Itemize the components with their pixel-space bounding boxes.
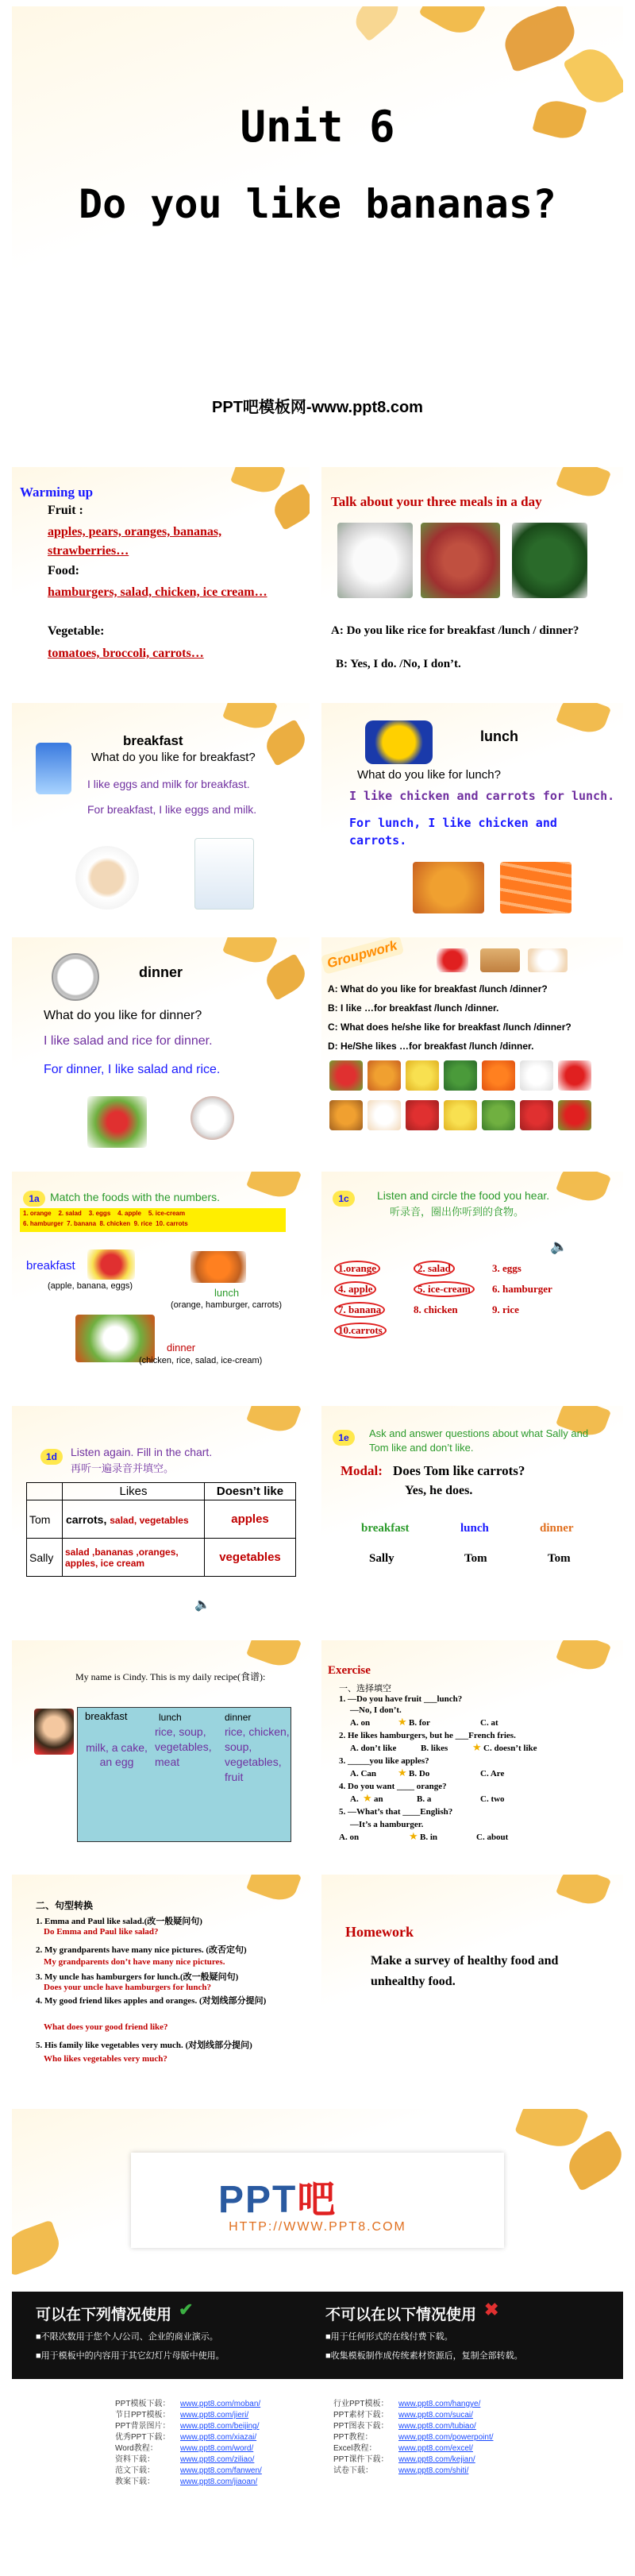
site-caption: PPT吧模板网-www.ppt8.com bbox=[212, 399, 423, 416]
promo-url[interactable]: HTTP://WWW.PPT8.COM bbox=[229, 2220, 406, 2234]
homework-text: Make a survey of healthy food and unhealthy food. bbox=[371, 1954, 559, 1988]
q1b: —No, I don’t. bbox=[350, 1705, 402, 1715]
fill-chart-slide bbox=[12, 1406, 310, 1628]
q4-option-b: B. a bbox=[417, 1794, 432, 1804]
can-title: 可以在下列情况使用 bbox=[36, 2307, 172, 2323]
milk-photo bbox=[194, 838, 254, 910]
link-label: PPT背景图片： bbox=[115, 2422, 171, 2431]
link-row bbox=[115, 2421, 321, 2432]
recipe-intro: My name is Cindy. This is my daily recipe(食谱): bbox=[75, 1671, 266, 1682]
dinner-word: dinner bbox=[167, 1342, 196, 1354]
q4-option-c: C. two bbox=[480, 1794, 505, 1804]
q4: 4. Do you want ____ orange? bbox=[339, 1782, 447, 1791]
badge-1e: 1e bbox=[333, 1430, 355, 1446]
speaker-icon[interactable]: 🔈 bbox=[194, 1598, 210, 1612]
sentence-transform-slide bbox=[12, 1875, 310, 2097]
food-label: Food: bbox=[48, 564, 79, 577]
breakfast-items: (apple, banana, eggs) bbox=[48, 1281, 133, 1291]
groupwork-line-1: A: What do you like for breakfast /lunch /dinner? bbox=[328, 983, 548, 994]
groupwork-slide bbox=[321, 937, 623, 1160]
link-row bbox=[115, 2477, 321, 2488]
links-left bbox=[115, 2399, 321, 2488]
breakfast-question: What do you like for breakfast? bbox=[91, 751, 256, 764]
link-url[interactable]: www.ppt8.com/sucai/ bbox=[398, 2411, 473, 2420]
homework-heading: Homework bbox=[345, 1924, 414, 1940]
lunch-items: (orange, hamburger, carrots) bbox=[171, 1300, 283, 1310]
dinner-items: (chicken, rice, salad, ice-cream) bbox=[139, 1356, 263, 1365]
rice-photo bbox=[337, 523, 413, 598]
lunch-answer-2: For lunch, I like chicken and carrots. bbox=[349, 816, 557, 848]
badge-1c: 1c bbox=[333, 1191, 355, 1207]
food-photo-14 bbox=[558, 1100, 591, 1130]
recipe-lunch-items: rice, soup, vegetables, meat bbox=[155, 1725, 212, 1768]
dinner-question: What do you like for dinner? bbox=[44, 1009, 202, 1022]
greens-photo bbox=[512, 523, 587, 598]
warming-up-heading: Warming up bbox=[20, 485, 94, 500]
dinner-label: dinner bbox=[139, 964, 183, 980]
transform-line-5: 5. His family like vegetables very much. (对划线部分提问) bbox=[36, 2041, 252, 2050]
breakfast-slide bbox=[12, 703, 310, 925]
food-items: hamburgers, salad, chicken, ice cream… bbox=[48, 585, 267, 599]
link-label: 优秀PPT下载： bbox=[115, 2433, 171, 2442]
link-row bbox=[333, 2466, 540, 2477]
col-dinner: dinner bbox=[540, 1522, 574, 1535]
check-icon: ✔ bbox=[179, 2300, 194, 2319]
food-photo-2 bbox=[368, 1060, 401, 1091]
link-row bbox=[333, 2454, 540, 2466]
food-option-1: 1.orange bbox=[334, 1261, 380, 1276]
link-url[interactable]: www.ppt8.com/powerpoint/ bbox=[398, 2433, 494, 2442]
food-option-7: 7. banana bbox=[334, 1302, 385, 1318]
link-row bbox=[115, 2410, 321, 2421]
sally-dislikes: vegetables bbox=[205, 1539, 296, 1577]
cannot-item-1: ■用于任何形式的在线付费下载。 bbox=[325, 2332, 453, 2342]
clock-photo bbox=[365, 720, 433, 764]
dinner-slide bbox=[12, 937, 310, 1160]
q1-option-b: B. for bbox=[409, 1718, 430, 1728]
link-label: PPT图表下载： bbox=[333, 2422, 389, 2431]
terms-box bbox=[12, 2292, 623, 2379]
q1-option-c: C. at bbox=[480, 1718, 498, 1728]
link-row bbox=[333, 2432, 540, 2443]
link-url[interactable]: www.ppt8.com/kejian/ bbox=[398, 2455, 475, 2464]
link-label: 试卷下载： bbox=[333, 2466, 373, 2475]
q2-option-c: C. doesn’t like bbox=[483, 1744, 537, 1753]
vegetable-label: Vegetable: bbox=[48, 624, 105, 638]
transform-answer-2: My grandparents don’t have many nice pictures. bbox=[44, 1957, 225, 1967]
egg-photo bbox=[75, 846, 139, 910]
link-row bbox=[333, 2443, 540, 2454]
q2-option-b: B. likes bbox=[421, 1744, 448, 1753]
link-row bbox=[333, 2399, 540, 2410]
col-lunch: lunch bbox=[460, 1522, 489, 1535]
breakfast-foods-photo bbox=[87, 1249, 135, 1280]
food-option-8: 8. chicken bbox=[414, 1303, 458, 1315]
q5: 5. —What’s that ____English? bbox=[339, 1807, 453, 1817]
tom-dislikes: apples bbox=[205, 1500, 296, 1539]
link-url[interactable]: www.ppt8.com/moban/ bbox=[180, 2400, 261, 2408]
link-row bbox=[333, 2410, 540, 2421]
exercise-slide bbox=[321, 1640, 623, 1863]
promo-logo-ppt: PPT bbox=[218, 2179, 298, 2221]
lunch-foods-photo bbox=[190, 1251, 246, 1283]
q4-option-a: A. bbox=[350, 1794, 359, 1804]
food-option-4: 4. apple bbox=[334, 1281, 376, 1297]
breakfast-answer-2: For breakfast, I like eggs and milk. bbox=[87, 803, 257, 816]
food-photo-7 bbox=[558, 1060, 591, 1091]
link-row bbox=[333, 2421, 540, 2432]
food-option-9: 9. rice bbox=[492, 1303, 519, 1315]
link-label: 节日PPT模板： bbox=[115, 2411, 171, 2420]
recipe-breakfast-items: milk, a cake, an egg bbox=[86, 1741, 148, 1768]
link-url[interactable]: www.ppt8.com/ziliao/ bbox=[180, 2455, 255, 2464]
breakfast-word: breakfast bbox=[26, 1259, 75, 1273]
link-url[interactable]: www.ppt8.com/jieri/ bbox=[180, 2411, 249, 2420]
breakfast-answer-1: I like eggs and milk for breakfast. bbox=[87, 778, 250, 790]
links-right bbox=[333, 2399, 540, 2477]
listen-heading-cn: 听录音，圈出你听到的食物。 bbox=[390, 1206, 525, 1218]
exercise-sub: 一、选择填空 bbox=[339, 1684, 391, 1694]
link-row bbox=[115, 2443, 321, 2454]
modal-label: Modal: bbox=[341, 1463, 383, 1478]
bread-photo bbox=[480, 948, 520, 972]
listen-heading: Listen and circle the food you hear. bbox=[377, 1189, 550, 1202]
link-row bbox=[115, 2454, 321, 2466]
match-heading: Match the foods with the numbers. bbox=[50, 1191, 220, 1203]
carrots-photo bbox=[500, 862, 572, 913]
promo-logo bbox=[218, 2169, 337, 2223]
transform-answer-1: Do Emma and Paul like salad? bbox=[44, 1927, 159, 1937]
likes-table bbox=[26, 1482, 296, 1577]
table-row bbox=[27, 1500, 296, 1539]
strawberry-photo bbox=[437, 948, 468, 972]
link-url[interactable]: www.ppt8.com/hangye/ bbox=[398, 2400, 481, 2408]
groupwork-line-3: C: What does he/she like for breakfast /lunch /dinner? bbox=[328, 1022, 572, 1033]
name-tom-1: Tom bbox=[464, 1552, 487, 1565]
groupwork-badge: Groupwork bbox=[321, 937, 404, 975]
q2: 2. He likes hamburgers, but he ___French fries. bbox=[339, 1731, 516, 1740]
number-row-2: 6. hamburger 7. banana 8. chicken 9. rice 10. carrots bbox=[23, 1220, 188, 1227]
star-icon: ★ bbox=[409, 1830, 418, 1842]
slide-subtitle: Do you like bananas? bbox=[78, 181, 557, 227]
col-breakfast: breakfast bbox=[361, 1522, 410, 1535]
chicken-photo bbox=[413, 862, 484, 913]
food-photo-1 bbox=[329, 1060, 363, 1091]
link-url[interactable]: www.ppt8.com/fanwen/ bbox=[180, 2466, 262, 2475]
meat-photo bbox=[421, 523, 500, 598]
q5b: —It’s a hamburger. bbox=[350, 1820, 424, 1829]
dinner-answer-1: I like salad and rice for dinner. bbox=[44, 1034, 213, 1048]
promo-slide bbox=[12, 2109, 623, 2284]
modal-answer: Yes, he does. bbox=[405, 1484, 473, 1497]
transform-line-3: 3. My uncle has hamburgers for lunch.(改一般疑问句) bbox=[36, 1972, 239, 1982]
food-photo-10 bbox=[406, 1100, 439, 1130]
rice-bowl-photo bbox=[190, 1096, 234, 1140]
food-photo-8 bbox=[329, 1100, 363, 1130]
recipe-col-lunch: lunch bbox=[159, 1712, 182, 1723]
link-url[interactable]: www.ppt8.com/beijing/ bbox=[180, 2422, 260, 2431]
name-tom-2: Tom bbox=[548, 1552, 571, 1565]
link-label: 行业PPT模板： bbox=[333, 2400, 389, 2408]
link-label: PPT教程： bbox=[333, 2433, 373, 2442]
link-label: 范文下载： bbox=[115, 2466, 155, 2475]
food-option-6: 6. hamburger bbox=[492, 1283, 552, 1295]
link-url[interactable]: www.ppt8.com/word/ bbox=[180, 2444, 254, 2453]
number-row-1: 1. orange 2. salad 3. eggs 4. apple 5. ice-cream bbox=[23, 1210, 186, 1217]
recipe-col-breakfast: breakfast bbox=[85, 1710, 128, 1722]
three-meals-slide bbox=[321, 467, 623, 689]
sally-likes: salad ,bananas ,oranges, apples, ice cream bbox=[63, 1539, 205, 1577]
match-foods-slide bbox=[12, 1172, 310, 1394]
recipe-slide bbox=[12, 1640, 310, 1863]
link-label: Word教程： bbox=[115, 2444, 158, 2453]
star-icon: ★ bbox=[398, 1716, 407, 1728]
tom-likes-b: salad, vegetables bbox=[110, 1514, 189, 1526]
q3-option-a: A. Can bbox=[350, 1769, 377, 1778]
transform-answer-5: Who likes vegetables very much? bbox=[44, 2054, 167, 2064]
star-icon: ★ bbox=[472, 1741, 482, 1753]
vegetable-items: tomatoes, broccoli, carrots… bbox=[48, 647, 204, 660]
cannot-title: 不可以在以下情况使用 bbox=[325, 2307, 477, 2323]
transform-sub: 二、句型转换 bbox=[36, 1900, 94, 1911]
food-option-10: 10.carrots bbox=[334, 1323, 387, 1338]
can-item-1: ■不限次数用于您个人/公司、企业的商业演示。 bbox=[36, 2332, 218, 2342]
breakfast-label: breakfast bbox=[123, 733, 183, 748]
tom-name: Tom bbox=[27, 1500, 63, 1539]
star-icon: ★ bbox=[363, 1792, 372, 1804]
link-url[interactable]: www.ppt8.com/shiti/ bbox=[398, 2466, 469, 2475]
q5-option-a: A. on bbox=[339, 1833, 360, 1842]
exercise-heading: Exercise bbox=[328, 1664, 371, 1677]
groupwork-line-2: B: I like …for breakfast /lunch /dinner. bbox=[328, 1002, 499, 1014]
q1-option-a: A. on bbox=[350, 1718, 371, 1728]
link-url[interactable]: www.ppt8.com/jiaoan/ bbox=[180, 2478, 258, 2486]
tom-likes bbox=[63, 1500, 205, 1539]
link-label: 资料下载： bbox=[115, 2455, 155, 2464]
q4-option-a-answer: an bbox=[374, 1794, 383, 1804]
transform-line-2: 2. My grandparents have many nice pictures. (改否定句) bbox=[36, 1945, 247, 1955]
promo-logo-ba: 吧 bbox=[297, 2179, 337, 2221]
dinner-answer-2: For dinner, I like salad and rice. bbox=[44, 1063, 221, 1076]
food-photo-13 bbox=[520, 1100, 553, 1130]
q5-option-b: B. in bbox=[420, 1833, 438, 1842]
speaker-icon[interactable]: 🔈 bbox=[550, 1238, 568, 1254]
link-label: 教案下载： bbox=[115, 2478, 155, 2486]
alarm-clock-photo bbox=[36, 743, 71, 794]
cannot-item-2: ■收集模板制作成传统素材资源后，复制全部转载。 bbox=[325, 2351, 523, 2361]
food-option-3: 3. eggs bbox=[492, 1262, 521, 1274]
star-icon: ★ bbox=[398, 1767, 407, 1778]
listen-circle-slide bbox=[321, 1172, 623, 1394]
wall-clock-photo bbox=[52, 953, 99, 1001]
link-url[interactable]: www.ppt8.com/tubiao/ bbox=[398, 2422, 476, 2431]
fill-heading-cn: 再听一遍录音并填空。 bbox=[71, 1462, 175, 1474]
likes-header: Likes bbox=[63, 1483, 205, 1500]
link-label: PPT课件下载： bbox=[333, 2455, 389, 2464]
warming-up-slide bbox=[12, 467, 310, 689]
cross-icon: ✖ bbox=[484, 2300, 499, 2319]
lunch-question: What do you like for lunch? bbox=[357, 768, 501, 782]
recipe-col-dinner: dinner bbox=[225, 1712, 252, 1723]
fill-heading: Listen again. Fill in the chart. bbox=[71, 1446, 213, 1458]
can-item-2: ■用于模板中的内容用于其它幻灯片母版中使用。 bbox=[36, 2351, 225, 2361]
food-photo-4 bbox=[444, 1060, 477, 1091]
q3-option-b: B. Do bbox=[409, 1769, 430, 1778]
table-row bbox=[27, 1539, 296, 1577]
eggs-photo bbox=[528, 948, 568, 972]
food-option-2: 2. salad bbox=[414, 1261, 455, 1276]
three-meals-heading: Talk about your three meals in a day bbox=[331, 494, 542, 509]
cindy-avatar bbox=[34, 1709, 74, 1755]
ask-answer-slide bbox=[321, 1406, 623, 1628]
food-option-5: 5. ice-cream bbox=[414, 1281, 475, 1297]
title-slide bbox=[12, 6, 623, 451]
transform-line-4: 4. My good friend likes apples and oranges. (对划线部分提问) bbox=[36, 1996, 267, 2006]
link-label: Excel教程： bbox=[333, 2444, 377, 2453]
groupwork-line-4: D: He/She likes …for breakfast /lunch /dinner. bbox=[328, 1041, 534, 1052]
q3: 3. _____you like apples? bbox=[339, 1756, 429, 1766]
three-meals-answer: B: Yes, I do. /No, I don’t. bbox=[336, 658, 461, 670]
food-photo-11 bbox=[444, 1100, 477, 1130]
lunch-word: lunch bbox=[214, 1287, 240, 1299]
dislikes-header: Doesn’t like bbox=[205, 1483, 296, 1500]
transform-line-1: 1. Emma and Paul like salad.(改一般疑问句) bbox=[36, 1917, 202, 1926]
name-sally: Sally bbox=[369, 1552, 394, 1565]
q3-option-c: C. Are bbox=[480, 1769, 505, 1778]
salad-photo bbox=[87, 1096, 147, 1148]
lunch-slide bbox=[321, 703, 623, 925]
lunch-label: lunch bbox=[480, 728, 518, 744]
food-photo-9 bbox=[368, 1100, 401, 1130]
link-row bbox=[115, 2432, 321, 2443]
food-photo-6 bbox=[520, 1060, 553, 1091]
dinner-foods-photo bbox=[75, 1315, 155, 1362]
homework-slide bbox=[321, 1875, 623, 2097]
transform-answer-4: What does your good friend like? bbox=[44, 2022, 168, 2032]
food-photo-12 bbox=[482, 1100, 515, 1130]
fruit-items: apples, pears, oranges, bananas, strawberries… bbox=[48, 525, 222, 558]
badge-1d: 1d bbox=[40, 1449, 63, 1465]
food-photo-5 bbox=[482, 1060, 515, 1091]
food-photo-3 bbox=[406, 1060, 439, 1091]
q2-option-a: A. don’t like bbox=[350, 1744, 397, 1753]
table-corner bbox=[27, 1483, 63, 1500]
tom-likes-a: carrots, bbox=[66, 1512, 107, 1526]
modal-question: Does Tom like carrots? bbox=[393, 1463, 525, 1478]
slide-title: Unit 6 bbox=[240, 102, 395, 152]
link-url[interactable]: www.ppt8.com/xiazai/ bbox=[180, 2433, 257, 2442]
fruit-label: Fruit : bbox=[48, 504, 83, 517]
lunch-answer-1: I like chicken and carrots for lunch. bbox=[349, 789, 615, 803]
recipe-dinner-items: rice, chicken, soup, vegetables, fruit bbox=[225, 1725, 290, 1783]
sally-name: Sally bbox=[27, 1539, 63, 1577]
link-row bbox=[115, 2466, 321, 2477]
three-meals-question: A: Do you like rice for breakfast /lunch / dinner? bbox=[331, 624, 579, 637]
transform-answer-3: Does your uncle have hamburgers for lunch? bbox=[44, 1983, 212, 1992]
badge-1a: 1a bbox=[23, 1191, 45, 1207]
q5-option-c: C. about bbox=[476, 1833, 509, 1842]
link-label: PPT模板下载： bbox=[115, 2400, 171, 2408]
link-label: PPT素材下载： bbox=[333, 2411, 389, 2420]
link-url[interactable]: www.ppt8.com/excel/ bbox=[398, 2444, 473, 2453]
link-row bbox=[115, 2399, 321, 2410]
ask-heading: Ask and answer questions about what Sally and Tom like and don’t like. bbox=[369, 1427, 589, 1454]
q1: 1. —Do you have fruit ___lunch? bbox=[339, 1694, 463, 1704]
